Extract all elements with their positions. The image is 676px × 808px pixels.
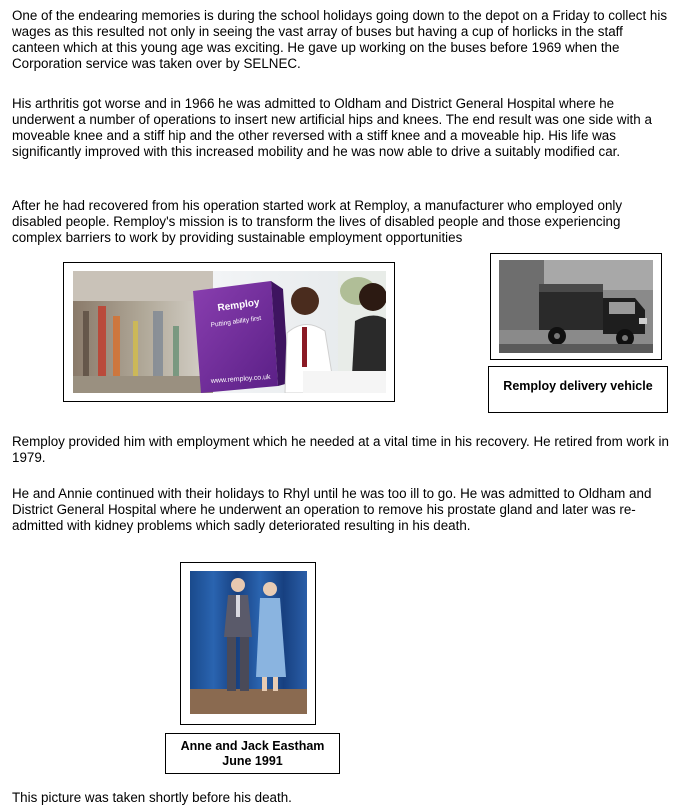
truck-photo-frame <box>490 253 662 360</box>
couple-caption <box>165 733 340 774</box>
remploy-sign-tagline: Putting ability first <box>210 314 262 329</box>
paragraph-holidays-illness: He and Annie continued with their holidays to Rhyl until he was too ill to go. He was admitted to Oldham and District General Hospital where he underwent an operation to remove his prostate gland and later was re-admitted with kidney problems which sadly deteriorated resulting in his death. <box>12 486 652 533</box>
paragraph-arthritis: His arthritis got worse and in 1966 he was admitted to Oldham and District General Hospital where he underwent a number of operations to insert new artificial hips and knees. The end result was one side with a moveable knee and a stiff hip and the other reversed with a stiff knee and a moveable hip. His life was significantly improved with this increased mobility and he was now able to drive a suitably modified car. <box>12 96 652 159</box>
couple-caption-date: June 1991 <box>222 754 283 768</box>
couple-photo-frame <box>180 562 316 725</box>
remploy-photo-frame <box>63 262 395 402</box>
truck-caption: Remploy delivery vehicle <box>488 366 668 413</box>
remploy-photo <box>73 271 386 393</box>
truck-photo <box>499 260 653 353</box>
paragraph-depot-memories: One of the endearing memories is during the school holidays going down to the depot on a Friday to collect his wages as this resulted not only in seeing the vast array of buses but having a cup of horlicks in the staff canteen which at this young age was exciting. He gave up working on the buses before 1969 when the Corporation service was taken over by SELNEC. <box>12 8 668 71</box>
couple-caption-names: Anne and Jack Eastham <box>180 739 325 753</box>
paragraph-picture-note: This picture was taken shortly before his death. <box>12 790 292 805</box>
remploy-sign-brand: Remploy <box>216 297 261 314</box>
paragraph-remploy-work: After he had recovered from his operation started work at Remploy, a manufacturer who employed only disabled people. Remploy's mission is to transform the lives of disabled people and those experiencing complex barriers to work by providing sustainable employment opportunities <box>12 198 623 245</box>
couple-photo <box>190 571 307 714</box>
remploy-sign-url: www.remploy.co.uk <box>210 373 271 385</box>
paragraph-retirement: Remploy provided him with employment which he needed at a vital time in his recovery. He retired from work in 1979. <box>12 434 669 465</box>
